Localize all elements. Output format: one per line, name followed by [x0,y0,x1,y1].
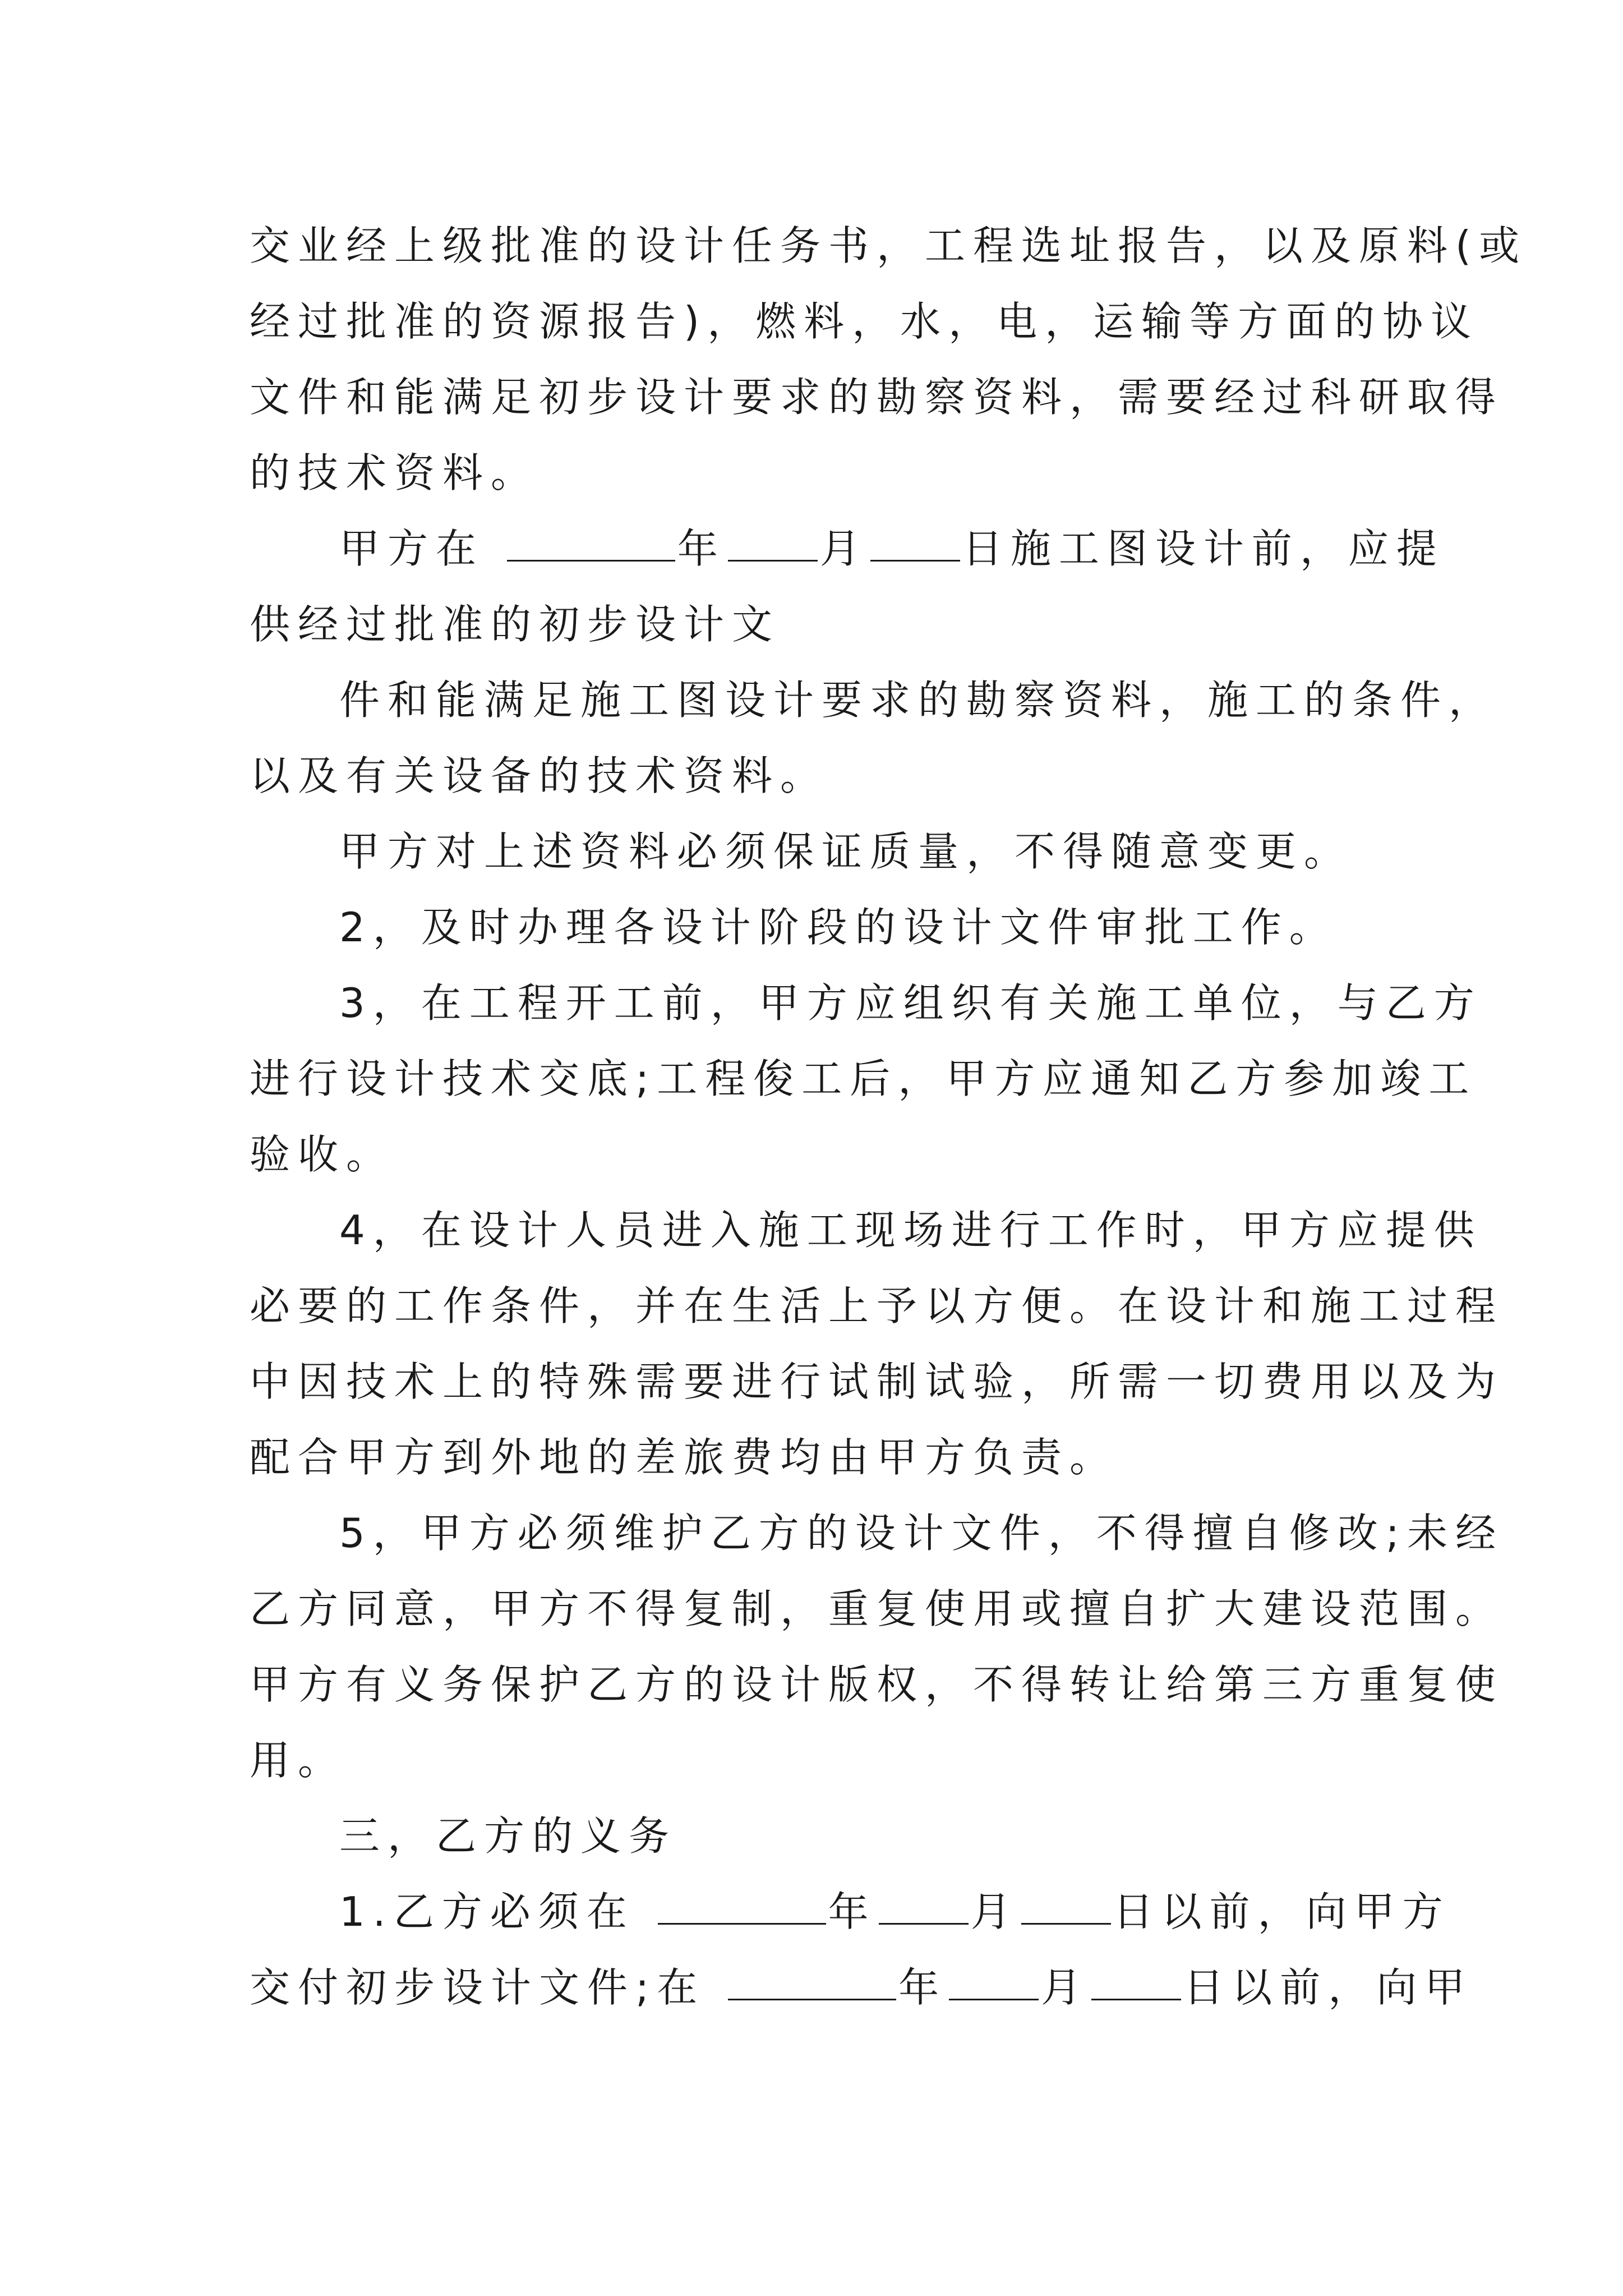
text-line: 验收。 [250,1131,395,1178]
text-line: 甲方有义务保护乙方的设计版权，不得转让给第三方重复使 [250,1661,1504,1708]
text-line: 的技术资料。 [250,449,540,496]
text-fragment: 甲方在 [339,525,505,572]
date-blank [949,1964,1039,2000]
text-line: 供经过批准的初步设计文 [250,601,781,648]
date-line [339,518,1445,579]
date-blank [507,525,675,562]
text-fragment: 日以前，向甲 [1183,1964,1473,2011]
date-blank [870,525,960,562]
text-line: 甲方对上述资料必须保证质量，不得随意变更。 [339,828,1353,875]
text-line: 配合甲方到外地的差旅费均由甲方负责。 [250,1434,1118,1481]
text-line: 经过批准的资源报告)，燃料，水，电，运输等方面的协议 [250,298,1479,345]
text-line: 5，甲方必须维护乙方的设计文件，不得擅自修改;未经 [339,1510,1504,1557]
text-line: 中因技术上的特殊需要进行试制试验，所需一切费用以及为 [250,1358,1504,1405]
text-fragment: 日以前，向甲方 [1113,1888,1451,1935]
text-fragment: 月 [1041,1964,1090,2011]
text-fragment: 月 [970,1888,1019,1935]
text-fragment: 月 [819,525,868,572]
text-fragment: 交付初步设计文件;在 [250,1964,726,2011]
text-fragment: 年 [828,1888,877,1935]
text-line: 进行设计技术交底;工程俊工后，甲方应通知乙方参加竣工 [250,1055,1477,1102]
text-line: 以及有关设备的技术资料。 [250,752,829,799]
text-fragment: 年 [898,1964,947,2011]
text-line: 文件和能满足初步设计要求的勘察资料，需要经过科研取得 [250,374,1504,421]
text-line: 用。 [250,1737,347,1784]
date-blank [728,525,818,562]
text-line: 2，及时办理各设计阶段的设计文件审批工作。 [339,904,1338,951]
text-line: 必要的工作条件，并在生活上予以方便。在设计和施工过程 [250,1282,1504,1329]
date-blank [879,1888,969,1925]
section-heading: 三，乙方的义务 [339,1812,677,1860]
text-line: 件和能满足施工图设计要求的勘察资料，施工的条件， [339,677,1497,724]
text-fragment: 日施工图设计前，应提 [962,525,1445,572]
date-blank [658,1888,826,1925]
text-line: 交业经上级批准的设计任务书，工程选址报告，以及原料(或 [250,222,1528,269]
date-blank [1091,1964,1181,2000]
text-line: 4，在设计人员进入施工现场进行工作时，甲方应提供 [339,1207,1482,1254]
text-line: 乙方同意，甲方不得复制，重复使用或擅自扩大建设范围。 [250,1585,1504,1632]
date-line [339,1881,1451,1943]
text-fragment: 年 [677,525,726,572]
date-blank [1021,1888,1111,1925]
date-line [250,1957,1473,2018]
date-blank [728,1964,896,2000]
text-line: 3，在工程开工前，甲方应组织有关施工单位，与乙方 [339,979,1482,1027]
text-fragment: 1.乙方必须在 [339,1888,656,1935]
